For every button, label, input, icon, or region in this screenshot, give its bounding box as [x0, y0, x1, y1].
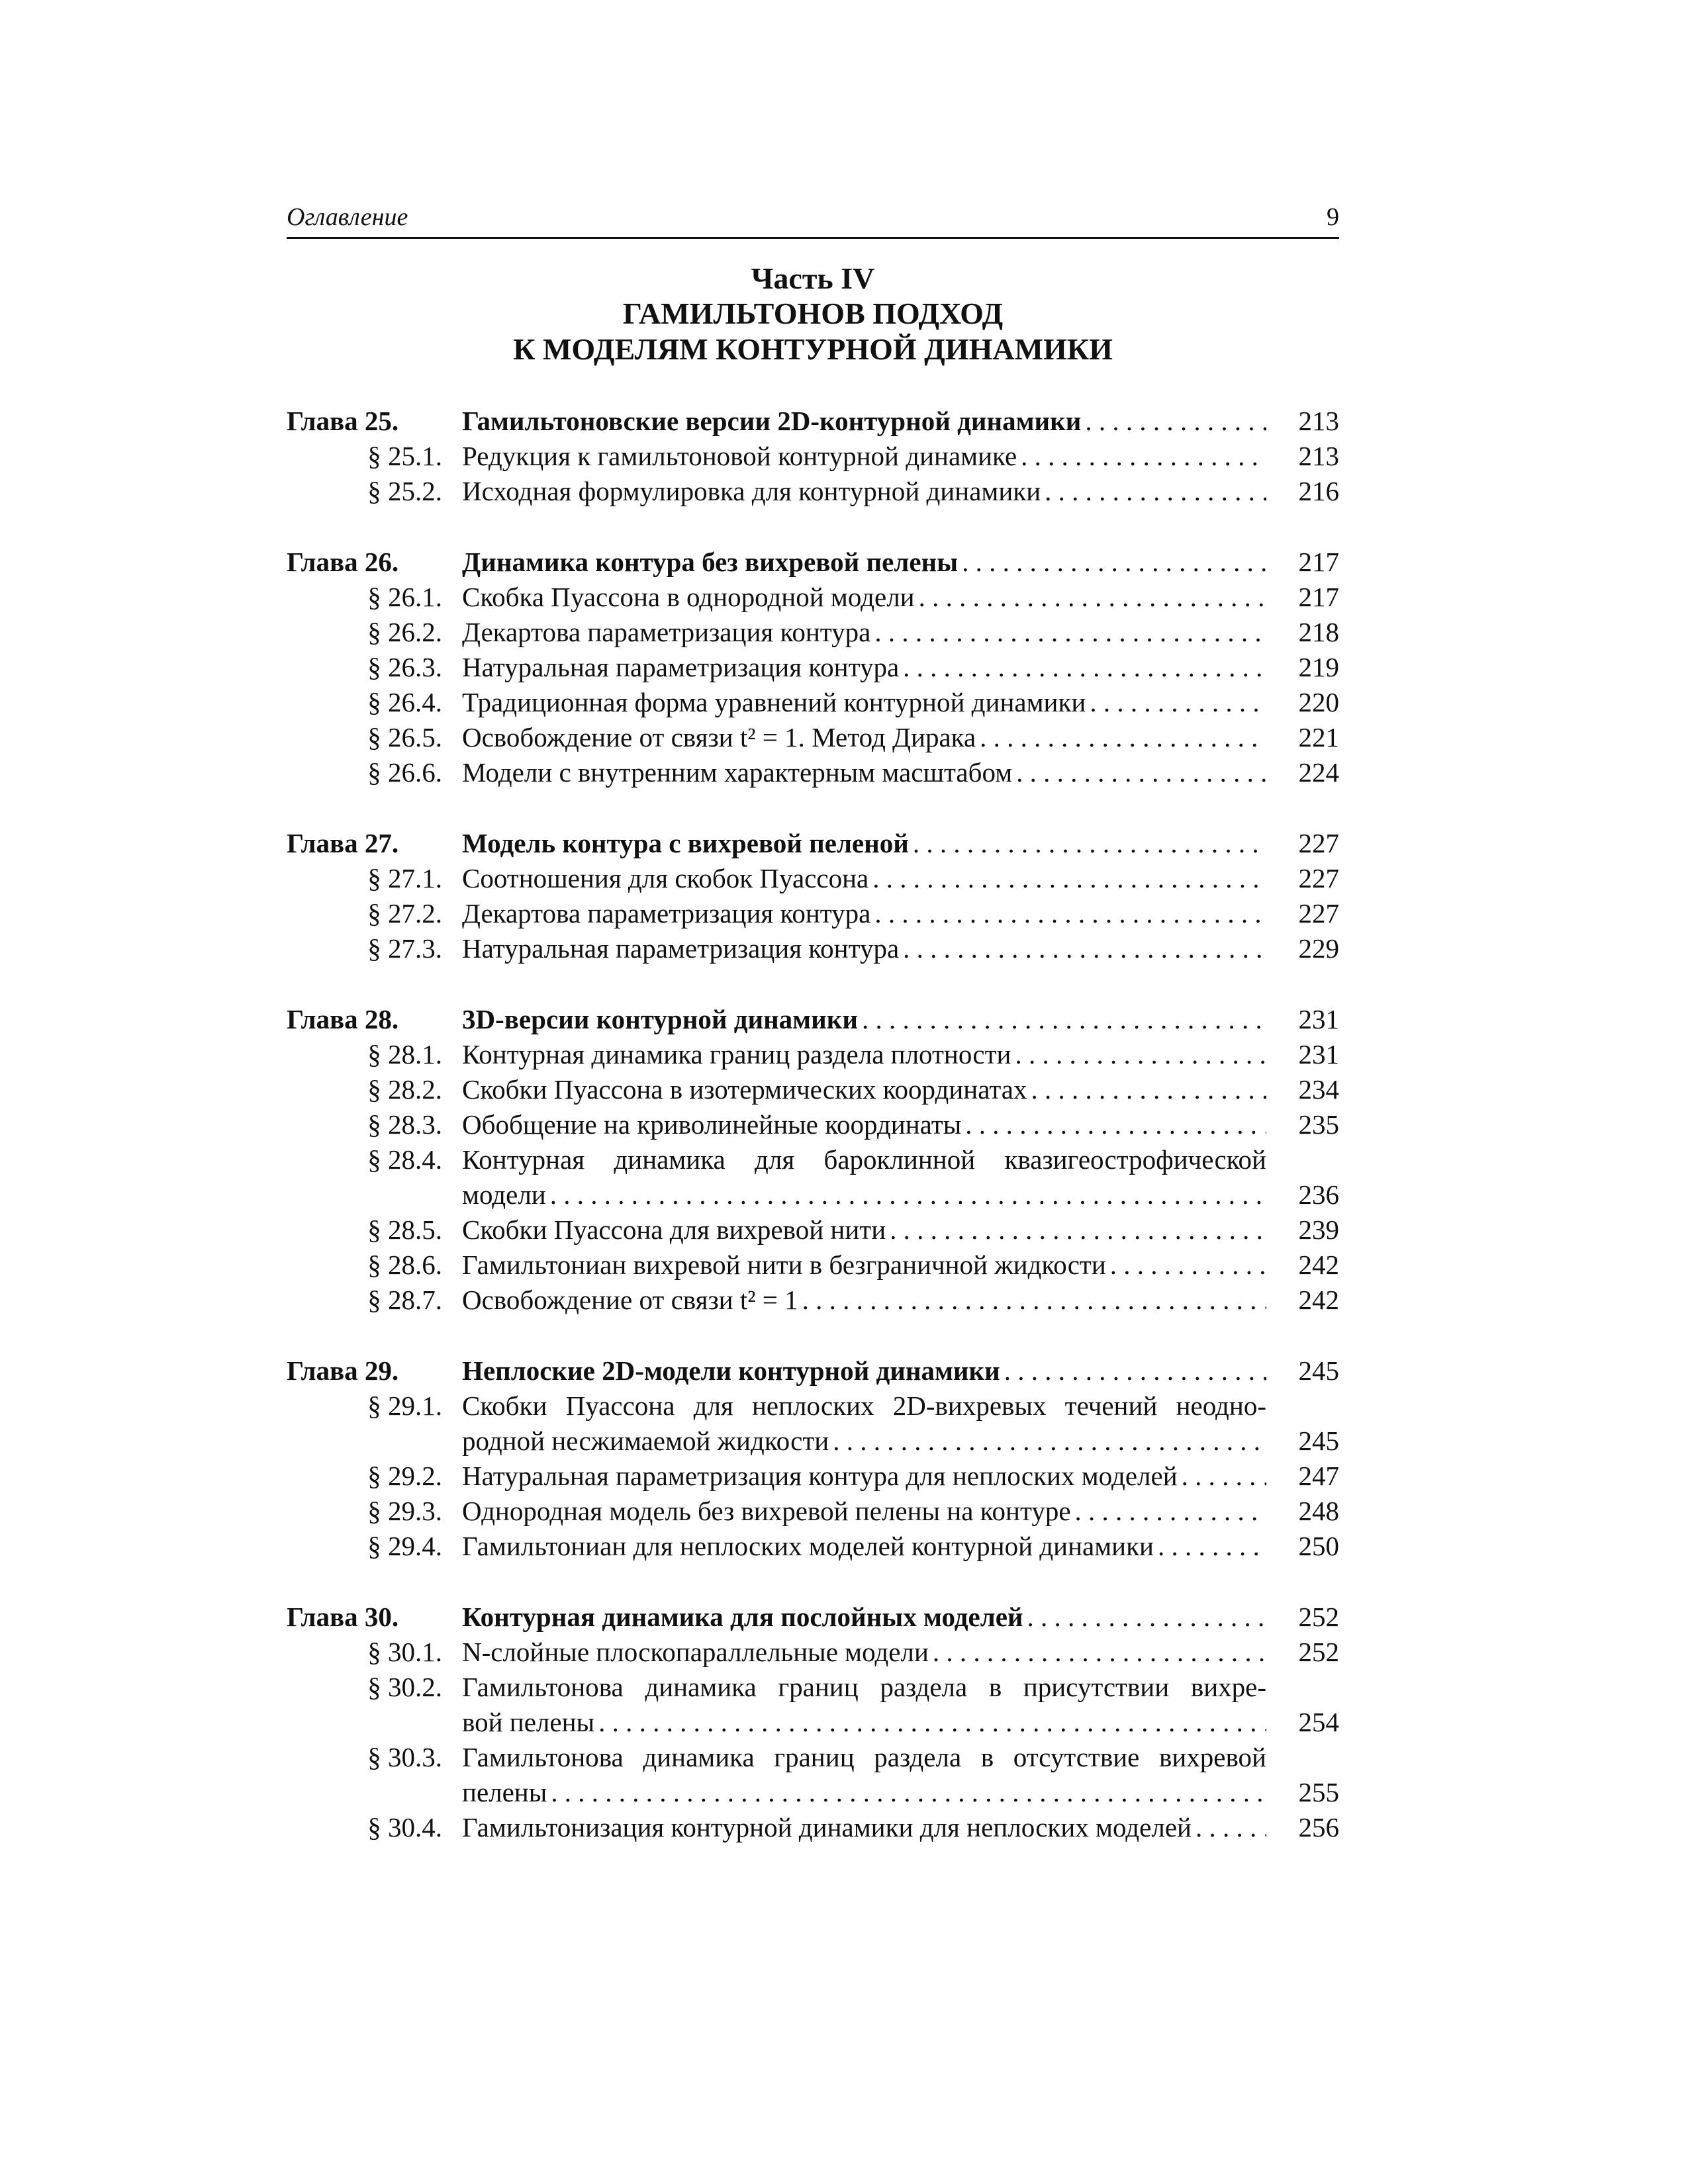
page-ref: 227 [1298, 898, 1339, 929]
leader-dots [1090, 685, 1266, 720]
page-ref: 242 [1298, 1250, 1339, 1280]
section-label: § 29.4. [367, 1531, 442, 1561]
entry-title-cell [462, 1212, 1266, 1248]
page-ref: 216 [1298, 476, 1339, 506]
leader-dots [1027, 1600, 1266, 1635]
chapter-title: Неплоские 2D-модели контурной динамики [462, 1355, 1000, 1386]
entry-title-cell [462, 1037, 1266, 1072]
leader-dots [962, 545, 1266, 580]
entry-title-cell [462, 755, 1266, 790]
entry-title-cell [462, 1705, 1266, 1740]
table-of-contents [287, 404, 1339, 1881]
toc-section-entry[interactable] [287, 685, 1339, 720]
toc-section-entry[interactable] [287, 650, 1339, 685]
part-number: Часть IV [751, 261, 875, 295]
toc-section-entry[interactable] [287, 1670, 1339, 1705]
toc-section-entry[interactable] [287, 1037, 1339, 1072]
leader-dots [874, 896, 1266, 931]
section-title-line1: Гамильтонова динамика границ раздела в присутствии вихре- [462, 1672, 1266, 1702]
part-heading [287, 261, 1339, 367]
entry-title-cell [462, 1177, 1266, 1212]
section-label: § 28.2. [367, 1074, 442, 1105]
leader-dots [1015, 1037, 1266, 1072]
entry-title-cell [462, 1283, 1266, 1318]
entry-title-cell [462, 1775, 1266, 1810]
chapter-title: Модель контура с вихревой пеленой [462, 828, 909, 858]
toc-chapter [287, 1600, 1339, 1845]
page-ref: 234 [1298, 1074, 1339, 1105]
entry-title-cell [462, 615, 1266, 650]
entry-title-cell [462, 685, 1266, 720]
toc-section-entry[interactable] [287, 615, 1339, 650]
section-label: § 25.1. [367, 441, 442, 471]
section-title: Обобщение на криволинейные координаты [462, 1109, 962, 1140]
toc-section-entry-continued[interactable] [287, 1177, 1339, 1212]
entry-title-cell [462, 826, 1266, 861]
toc-section-entry[interactable] [287, 1529, 1339, 1564]
page-ref: 247 [1298, 1461, 1339, 1491]
entry-title-cell [462, 439, 1266, 474]
leader-dots [833, 1424, 1266, 1459]
entry-title-cell [462, 1529, 1266, 1564]
toc-section-entry[interactable] [287, 1494, 1339, 1529]
running-header-title: Оглавление [287, 203, 408, 231]
toc-section-entry[interactable] [287, 439, 1339, 474]
page-number: 9 [1327, 203, 1339, 231]
entry-title-cell [462, 1810, 1266, 1845]
entry-title-cell [462, 1600, 1266, 1635]
page-ref: 227 [1298, 863, 1339, 893]
chapter-title: Контурная динамика для послойных моделей [462, 1602, 1023, 1632]
leader-dots [1110, 1248, 1266, 1283]
leader-dots [919, 580, 1266, 615]
toc-section-entry[interactable] [287, 1212, 1339, 1248]
section-title: Соотношения для скобок Пуассона [462, 863, 869, 893]
entry-title-cell [462, 1072, 1266, 1107]
toc-section-entry-continued[interactable] [287, 1775, 1339, 1810]
page-ref: 242 [1298, 1285, 1339, 1315]
page-ref: 231 [1298, 1004, 1339, 1034]
toc-section-entry[interactable] [287, 931, 1339, 966]
chapter-label: Глава 25. [287, 406, 399, 436]
section-title: Модели с внутренним характерным масштабом [462, 757, 1013, 788]
section-label: § 26.1. [367, 582, 442, 612]
section-title-line1: Гамильтонова динамика границ раздела в отсутствие вихревой [462, 1742, 1266, 1772]
page-ref: 213 [1298, 406, 1339, 436]
toc-chapter [287, 404, 1339, 509]
leader-dots [872, 861, 1266, 896]
entry-title-cell [462, 404, 1266, 439]
section-title: Исходная формулировка для контурной динамики [462, 476, 1041, 506]
leader-dots [1021, 439, 1266, 474]
leader-dots [1085, 404, 1266, 439]
page-ref: 236 [1298, 1179, 1339, 1210]
section-label: § 27.3. [367, 933, 442, 964]
section-label: § 28.4. [367, 1144, 442, 1175]
chapter-label: Глава 26. [287, 547, 399, 577]
leader-dots [1031, 1072, 1267, 1107]
section-label: § 28.5. [367, 1214, 442, 1245]
section-label: § 28.6. [367, 1250, 442, 1280]
leader-dots [598, 1705, 1266, 1740]
toc-section-entry[interactable] [287, 474, 1339, 509]
section-label: § 30.3. [367, 1742, 442, 1772]
section-title: Скобка Пуассона в однородной модели [462, 582, 915, 612]
section-label: § 30.1. [367, 1637, 442, 1667]
section-title: Скобки Пуассона в изотермических координатах [462, 1074, 1027, 1105]
chapter-label: Глава 27. [287, 828, 399, 858]
leader-dots [874, 615, 1266, 650]
toc-chapter [287, 826, 1339, 966]
section-title-line1: Скобки Пуассона для неплоских 2D-вихревых течений неодно- [462, 1390, 1266, 1421]
leader-dots [1016, 755, 1266, 790]
page-ref: 220 [1298, 687, 1339, 717]
leader-dots [550, 1177, 1266, 1212]
section-label: § 28.7. [367, 1285, 442, 1315]
section-label: § 28.1. [367, 1039, 442, 1069]
section-label: § 27.1. [367, 863, 442, 893]
page-ref: 221 [1298, 722, 1339, 752]
section-label: § 29.2. [367, 1461, 442, 1491]
leader-dots [1158, 1529, 1266, 1564]
entry-title-cell [462, 1459, 1266, 1494]
page-ref: 229 [1298, 933, 1339, 964]
toc-section-entry[interactable] [287, 1072, 1339, 1107]
section-label: § 29.1. [367, 1390, 442, 1421]
page-ref: 231 [1298, 1039, 1339, 1069]
section-title: Натуральная параметризация контура [462, 652, 900, 682]
entry-title-cell [462, 1248, 1266, 1283]
leader-dots [802, 1283, 1266, 1318]
page-ref: 239 [1298, 1214, 1339, 1245]
section-title: N-слойные плоскопараллельные модели [462, 1637, 929, 1667]
chapter-title: Гамильтоновские версии 2D-контурной динамики [462, 406, 1082, 436]
toc-section-entry[interactable] [287, 1107, 1339, 1142]
section-title: Освобождение от связи t² = 1. Метод Дирака [462, 722, 976, 752]
section-label: § 26.3. [367, 652, 442, 682]
section-label: § 26.2. [367, 617, 442, 647]
page-ref: 255 [1298, 1777, 1339, 1807]
page-ref: 235 [1298, 1109, 1339, 1140]
section-title: Натуральная параметризация контура для неплоских моделей [462, 1461, 1178, 1491]
page-ref: 245 [1298, 1355, 1339, 1386]
section-title-line2: вой пелены [462, 1707, 595, 1737]
toc-chapter-entry[interactable] [287, 404, 1339, 439]
entry-title-cell [462, 931, 1266, 966]
leader-dots [1045, 474, 1266, 509]
entry-title-cell [462, 1353, 1266, 1388]
leader-dots [890, 1212, 1266, 1248]
toc-chapter [287, 1002, 1339, 1318]
toc-section-entry[interactable] [287, 1283, 1339, 1318]
leader-dots [980, 720, 1266, 755]
section-title-line2: пелены [462, 1777, 547, 1807]
page-ref: 252 [1298, 1637, 1339, 1667]
page-ref: 218 [1298, 617, 1339, 647]
page-ref: 252 [1298, 1602, 1339, 1632]
page-ref: 248 [1298, 1496, 1339, 1526]
leader-dots [1004, 1353, 1266, 1388]
page-ref: 213 [1298, 441, 1339, 471]
entry-title-cell [462, 474, 1266, 509]
page-ref: 224 [1298, 757, 1339, 788]
part-title-line1: ГАМИЛЬТОНОВ ПОДХОД [622, 296, 1004, 330]
toc-section-entry[interactable] [287, 896, 1339, 931]
section-label: § 26.4. [367, 687, 442, 717]
toc-section-entry[interactable] [287, 1388, 1339, 1424]
entry-title-cell [462, 720, 1266, 755]
entry-title-cell [462, 1635, 1266, 1670]
page-ref: 256 [1298, 1812, 1339, 1843]
chapter-label: Глава 29. [287, 1355, 399, 1386]
toc-section-entry[interactable] [287, 861, 1339, 896]
leader-dots [1075, 1494, 1266, 1529]
toc-chapter [287, 545, 1339, 790]
toc-section-entry[interactable] [287, 1248, 1339, 1283]
leader-dots [551, 1775, 1266, 1810]
page-ref: 217 [1298, 582, 1339, 612]
toc-section-entry[interactable] [287, 720, 1339, 755]
section-title: Скобки Пуассона для вихревой нити [462, 1214, 886, 1245]
leader-dots [1196, 1810, 1266, 1845]
toc-section-entry[interactable] [287, 1810, 1339, 1845]
running-header [287, 197, 1339, 239]
toc-section-entry[interactable] [287, 580, 1339, 615]
toc-chapter-entry[interactable] [287, 1002, 1339, 1037]
section-title: Декартова параметризация контура [462, 898, 871, 929]
toc-chapter-entry[interactable] [287, 826, 1339, 861]
entry-title-cell [462, 896, 1266, 931]
section-label: § 29.3. [367, 1496, 442, 1526]
leader-dots [965, 1107, 1266, 1142]
section-title: Редукция к гамильтоновой контурной динамике [462, 441, 1017, 471]
toc-section-entry[interactable] [287, 1459, 1339, 1494]
section-label: § 27.2. [367, 898, 442, 929]
page-ref: 217 [1298, 547, 1339, 577]
page-ref: 219 [1298, 652, 1339, 682]
section-title-line2: модели [462, 1179, 546, 1210]
toc-section-entry[interactable] [287, 1740, 1339, 1775]
page-ref: 250 [1298, 1531, 1339, 1561]
toc-section-entry[interactable] [287, 1635, 1339, 1670]
page-ref: 245 [1298, 1426, 1339, 1456]
entry-title-cell [462, 1494, 1266, 1529]
leader-dots [903, 931, 1266, 966]
entry-title-cell [462, 1424, 1266, 1459]
leader-dots [862, 1002, 1266, 1037]
toc-section-entry-continued[interactable] [287, 1424, 1339, 1459]
chapter-label: Глава 30. [287, 1602, 399, 1632]
chapter-title: 3D-версии контурной динамики [462, 1004, 858, 1034]
leader-dots [903, 650, 1266, 685]
leader-dots [913, 826, 1266, 861]
section-title-line2: родной несжимаемой жидкости [462, 1426, 829, 1456]
entry-title-cell [462, 545, 1266, 580]
section-label: § 30.2. [367, 1672, 442, 1702]
chapter-title: Динамика контура без вихревой пелены [462, 547, 959, 577]
page-ref: 254 [1298, 1707, 1339, 1737]
section-title: Натуральная параметризация контура [462, 933, 900, 964]
entry-title-cell [462, 1107, 1266, 1142]
entry-title-cell [462, 861, 1266, 896]
toc-section-entry[interactable] [287, 755, 1339, 790]
toc-chapter-entry[interactable] [287, 545, 1339, 580]
section-label: § 30.4. [367, 1812, 442, 1843]
chapter-label: Глава 28. [287, 1004, 399, 1034]
section-title: Гамильтониан для неплоских моделей контурной динамики [462, 1531, 1154, 1561]
entry-title-cell [462, 1002, 1266, 1037]
section-title: Однородная модель без вихревой пелены на контуре [462, 1496, 1071, 1526]
section-title-line1: Контурная динамика для бароклинной квазигеострофической [462, 1144, 1266, 1175]
leader-dots [1182, 1459, 1266, 1494]
leader-dots [933, 1635, 1266, 1670]
section-title: Гамильтониан вихревой нити в безграничной жидкости [462, 1250, 1106, 1280]
toc-section-entry-continued[interactable] [287, 1705, 1339, 1740]
toc-chapter-entry[interactable] [287, 1600, 1339, 1635]
entry-title-cell [462, 580, 1266, 615]
toc-chapter [287, 1353, 1339, 1564]
page-ref: 227 [1298, 828, 1339, 858]
section-title: Освобождение от связи t² = 1 [462, 1285, 798, 1315]
section-title: Контурная динамика границ раздела плотности [462, 1039, 1011, 1069]
part-title-line2: К МОДЕЛЯМ КОНТУРНОЙ ДИНАМИКИ [513, 332, 1113, 366]
section-label: § 26.6. [367, 757, 442, 788]
section-title: Декартова параметризация контура [462, 617, 871, 647]
section-title: Традиционная форма уравнений контурной динамики [462, 687, 1086, 717]
section-label: § 25.2. [367, 476, 442, 506]
section-title: Гамильтонизация контурной динамики для неплоских моделей [462, 1812, 1192, 1843]
toc-chapter-entry[interactable] [287, 1353, 1339, 1388]
entry-title-cell [462, 650, 1266, 685]
toc-section-entry[interactable] [287, 1142, 1339, 1177]
section-label: § 28.3. [367, 1109, 442, 1140]
section-label: § 26.5. [367, 722, 442, 752]
